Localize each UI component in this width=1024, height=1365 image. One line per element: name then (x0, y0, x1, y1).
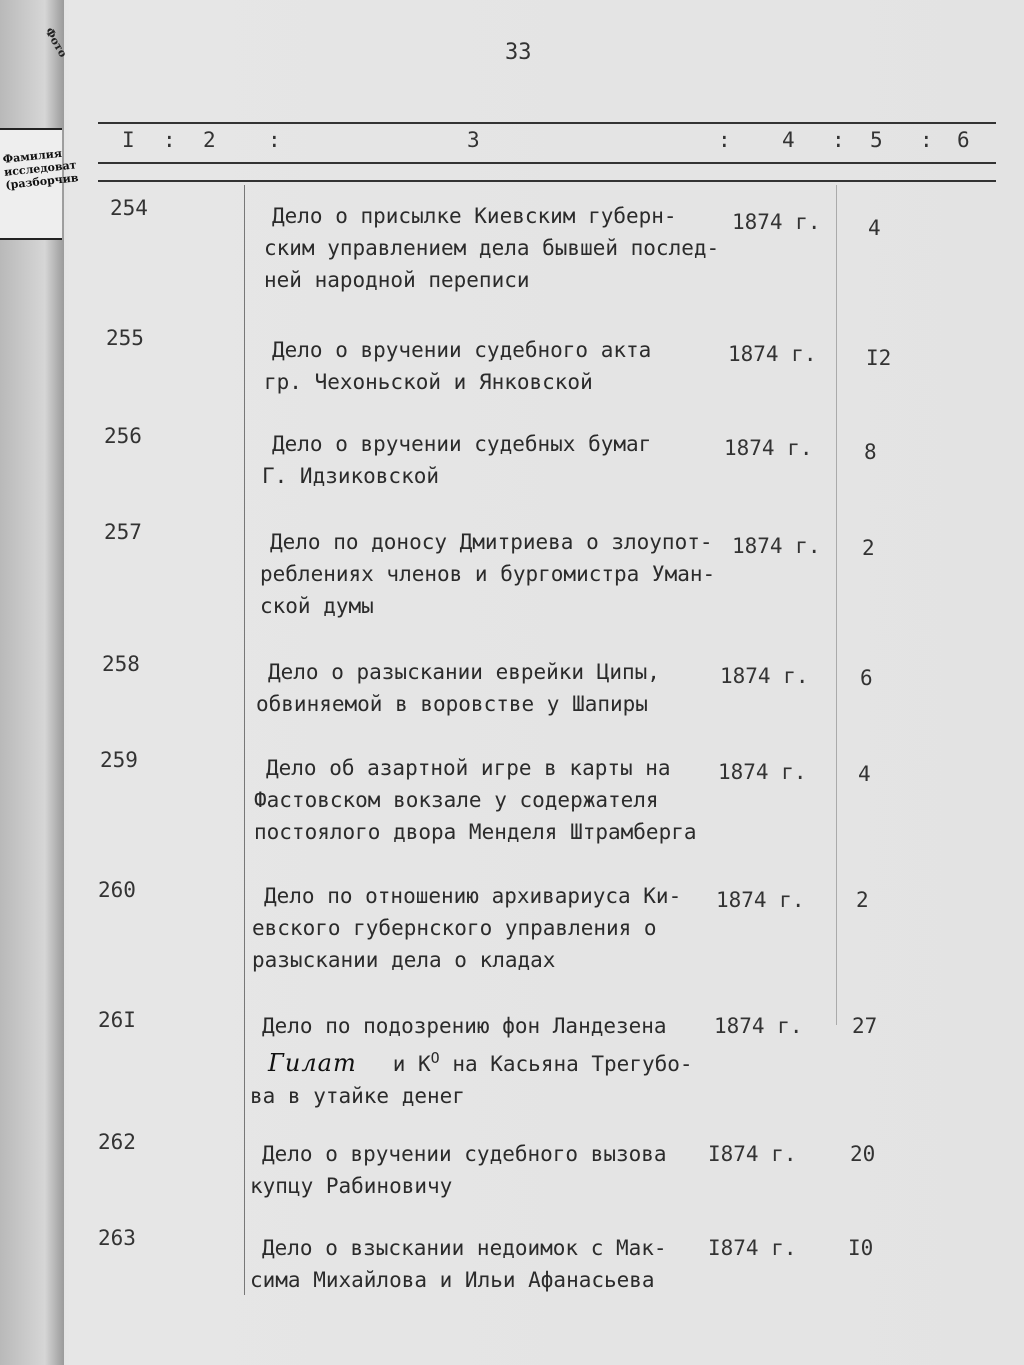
entry-line: ва в утайке денег (250, 1084, 465, 1108)
entry-line: Дело о взыскании недоимок с Мак- (262, 1236, 667, 1260)
entry-number: 263 (98, 1226, 136, 1250)
entry-number: 259 (100, 748, 138, 772)
entry-description (262, 428, 652, 492)
entry-number: 257 (104, 520, 142, 544)
col-6-header: 6 (957, 128, 970, 152)
entry-line: Дело о разыскании еврейки Ципы, (268, 660, 660, 684)
entry-page-count: 4 (868, 216, 881, 240)
entry-number: 255 (106, 326, 144, 350)
entry-year: 1874 г. (714, 1014, 803, 1038)
entry-year: 1874 г. (728, 342, 817, 366)
entry-line: Дело о присылке Киевским губерн- (272, 204, 677, 228)
entry-line: купцу Рабиновичу (250, 1174, 453, 1198)
entry-description (260, 526, 716, 622)
entry-year: 1874 г. (720, 664, 809, 688)
entry-line: гр. Чехоньской и Янковской (264, 370, 593, 394)
entry-line: постоялого двора Менделя Штрамберга (254, 820, 697, 844)
entry-year: 1874 г. (718, 760, 807, 784)
entry-description (254, 752, 697, 848)
entry-year: 1874 г. (716, 888, 805, 912)
entry-description (252, 880, 682, 976)
entry-line: разыскании дела о кладах (252, 948, 556, 972)
entry-number: 256 (104, 424, 142, 448)
entry-page-count: I2 (866, 346, 892, 370)
entry-line: ней народной переписи (264, 268, 530, 292)
entry-year: 1874 г. (732, 534, 821, 558)
header-rule-bottom-2 (98, 180, 996, 182)
entry-line-mixed (268, 1042, 693, 1080)
col-4-header: 4 (782, 128, 795, 152)
entry-page-count: 6 (860, 666, 873, 690)
entry-line: Фастовском вокзале у содержателя (254, 788, 659, 812)
header-rule-top (98, 122, 996, 124)
entry-number: 262 (98, 1130, 136, 1154)
col-3-header: 3 (467, 128, 480, 152)
entry-number: 260 (98, 878, 136, 902)
entry-year: I874 г. (708, 1142, 797, 1166)
col-sep: : (268, 128, 281, 152)
column-divider (836, 185, 837, 1025)
entry-year: I874 г. (708, 1236, 797, 1260)
entry-line-part: на Касьяна Трегубо- (439, 1052, 693, 1076)
col-2-header: 2 (203, 128, 216, 152)
entry-line: Дело о вручении судебного акта (272, 338, 652, 362)
entry-number: 258 (102, 652, 140, 676)
entry-line: ским управлением дела бывшей послед- (264, 236, 720, 260)
entry-line: евского губернского управления о (252, 916, 657, 940)
entry-description (250, 1138, 667, 1202)
entry-page-count: 2 (862, 536, 875, 560)
entry-page-count: 2 (856, 888, 869, 912)
entry-superscript: О (430, 1049, 440, 1067)
col-sep: : (718, 128, 731, 152)
entry-description (264, 200, 720, 296)
col-sep: : (832, 128, 845, 152)
col-5-header: 5 (870, 128, 883, 152)
entry-line: Дело о вручении судебного вызова (262, 1142, 667, 1166)
entry-line: Г. Идзиковской (262, 464, 440, 488)
entry-year: 1874 г. (732, 210, 821, 234)
column-divider (244, 185, 245, 1295)
entry-line: Дело об азартной игре в карты на (266, 756, 671, 780)
entry-line: Дело по доносу Дмитриева о злоупот- (270, 530, 713, 554)
entry-number: 254 (110, 196, 148, 220)
entry-page-count: 4 (858, 762, 871, 786)
entry-line: реблениях членов и бургомистра Уман- (260, 562, 716, 586)
entry-line-part: и К (392, 1052, 431, 1076)
edge-top-text: Фото (42, 25, 70, 60)
entry-line: сима Михайлова и Ильи Афанасьева (250, 1268, 655, 1292)
entry-page-count: I0 (848, 1236, 874, 1260)
col-sep: : (920, 128, 933, 152)
handwritten-insert: Гилат (268, 1049, 357, 1077)
entry-description (264, 334, 652, 398)
col-1-header: I (122, 128, 135, 152)
col-sep: : (163, 128, 176, 152)
entry-line: Дело по отношению архивариуса Ки- (264, 884, 682, 908)
entry-page-count: 8 (864, 440, 877, 464)
entry-page-count: 20 (850, 1142, 876, 1166)
page-number: 33 (505, 40, 532, 65)
entry-page-count: 27 (852, 1014, 878, 1038)
entry-line: ской думы (260, 594, 374, 618)
edge-tab-text: Фамилия исследоват (разборчив (2, 146, 80, 192)
entry-description (250, 1232, 667, 1296)
entry-description (250, 1010, 693, 1112)
entry-line: Дело о вручении судебных бумаг (272, 432, 652, 456)
entry-number: 26I (98, 1008, 136, 1032)
entry-line: обвиняемой в воровстве у Шапиры (256, 692, 648, 716)
header-rule-bottom (98, 162, 996, 164)
entry-year: 1874 г. (724, 436, 813, 460)
entry-description (256, 656, 660, 720)
entry-line: Дело по подозрению фон Ландезена (262, 1014, 667, 1038)
